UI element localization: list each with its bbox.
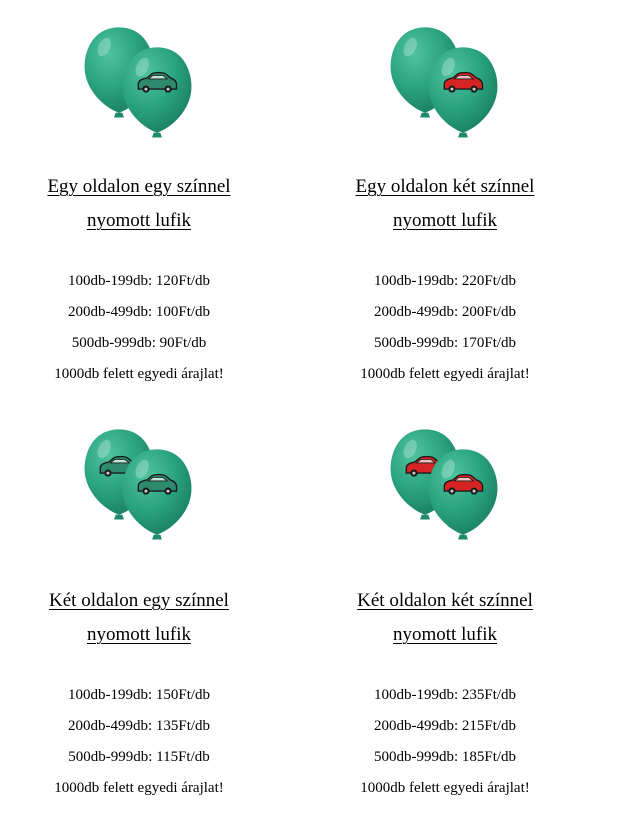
- title-line-2: nyomott lufik: [393, 624, 497, 645]
- price-tier-2: 200db-499db: 200Ft/db: [373, 304, 517, 320]
- title-line-1: Egy oldalon egy színnel: [47, 176, 231, 197]
- balloon-image: [390, 422, 500, 540]
- title-line-2: nyomott lufik: [393, 210, 497, 231]
- title-line-1: Két oldalon két színnel: [357, 590, 533, 611]
- balloon-front-icon: [429, 47, 498, 137]
- product-title: [300, 170, 590, 238]
- price-note: 1000db felett egyedi árajlat!: [54, 780, 224, 796]
- price-tier-1: 100db-199db: 235Ft/db: [373, 687, 517, 703]
- price-tier-2: 200db-499db: 215Ft/db: [373, 718, 517, 734]
- balloon-front-icon: [123, 449, 192, 539]
- price-tier-3: 500db-999db: 90Ft/db: [71, 335, 207, 351]
- price-list: [300, 266, 590, 390]
- price-list: [0, 266, 284, 390]
- product-title: [0, 584, 284, 652]
- title-line-2: nyomott lufik: [87, 624, 191, 645]
- price-tier-2: 200db-499db: 100Ft/db: [67, 304, 211, 320]
- price-list: [0, 680, 284, 804]
- product-title: [0, 170, 284, 238]
- title-line-2: nyomott lufik: [87, 210, 191, 231]
- price-note: 1000db felett egyedi árajlat!: [360, 366, 530, 382]
- product-title: [300, 584, 590, 652]
- title-line-1: Egy oldalon két színnel: [355, 176, 535, 197]
- balloon-image: [390, 20, 500, 138]
- price-tier-3: 500db-999db: 115Ft/db: [68, 749, 210, 765]
- price-note: 1000db felett egyedi árajlat!: [54, 366, 224, 382]
- price-tier-3: 500db-999db: 185Ft/db: [373, 749, 517, 765]
- balloon-image: [84, 422, 194, 540]
- price-tier-1: 100db-199db: 150Ft/db: [67, 687, 211, 703]
- price-tier-3: 500db-999db: 170Ft/db: [373, 335, 517, 351]
- price-tier-2: 200db-499db: 135Ft/db: [67, 718, 211, 734]
- balloon-image: [84, 20, 194, 138]
- balloon-front-icon: [429, 449, 498, 539]
- price-note: 1000db felett egyedi árajlat!: [360, 780, 530, 796]
- price-tier-1: 100db-199db: 220Ft/db: [373, 273, 517, 289]
- price-tier-1: 100db-199db: 120Ft/db: [67, 273, 211, 289]
- balloon-front-icon: [123, 47, 192, 137]
- title-line-1: Két oldalon egy színnel: [49, 590, 229, 611]
- price-list: [300, 680, 590, 804]
